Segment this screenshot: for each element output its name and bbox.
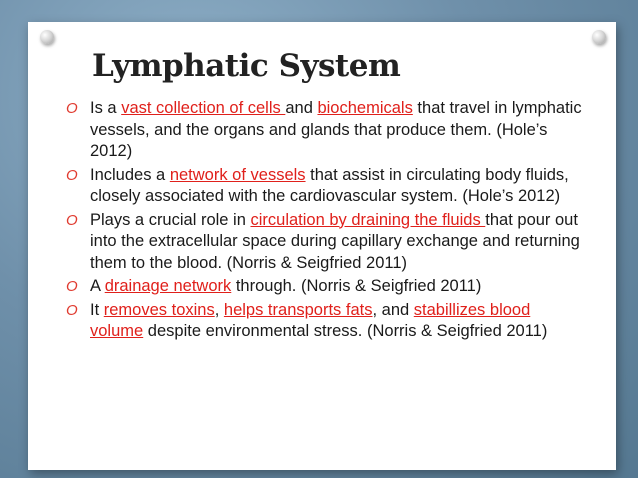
- bullet-list: [66, 98, 586, 345]
- bullet-marker: O: [66, 100, 78, 117]
- bullet-text: despite environmental stress. (Norris & Seigfried 2011): [143, 322, 548, 340]
- bullet-item: [66, 276, 586, 298]
- bullet-text: Is a: [90, 99, 122, 117]
- bullet-text: through. (Norris & Seigfried 2011): [231, 277, 482, 295]
- bullet-text: Plays a crucial role in: [90, 210, 251, 229]
- highlighted-term: network of vessels: [169, 165, 306, 184]
- pushpin-icon: [592, 30, 606, 44]
- bullet-text: that assist in circulating body fluids, closely associated with the cardiovascular system. (Hole’s 2012): [90, 165, 569, 205]
- highlighted-term: stabillizes blood volume: [90, 300, 531, 340]
- bullet-text: that pour out into the extracellular space during capillary exchange and returning them to the blood. (Norris & Seigfried 2011): [90, 210, 580, 272]
- highlighted-term: removes toxins: [103, 300, 215, 319]
- highlighted-term: drainage network: [104, 277, 232, 295]
- bullet-text: Includes a: [90, 165, 170, 184]
- highlighted-term: helps transports fats: [223, 300, 373, 319]
- bullet-item: [66, 210, 586, 275]
- bullet-marker: O: [66, 278, 78, 295]
- bullet-item: [66, 98, 586, 163]
- highlighted-term: vast collection of cells: [121, 99, 286, 117]
- bullet-text: , and: [372, 300, 414, 319]
- bullet-text: ,: [214, 300, 224, 319]
- slide-title: Lymphatic System: [92, 48, 401, 84]
- bullet-marker: O: [66, 211, 78, 229]
- bullet-marker: O: [66, 166, 78, 184]
- highlighted-term: biochemicals: [317, 99, 413, 117]
- bullet-text: that travel in lymphatic vessels, and the organs and glands that produce them. (Hole’s 2012): [90, 99, 582, 160]
- bullet-text: It: [90, 300, 104, 319]
- bullet-text: and: [285, 99, 318, 117]
- pushpin-icon: [40, 30, 54, 44]
- bullet-item: [66, 165, 586, 208]
- bullet-text: A: [90, 277, 105, 295]
- bullet-marker: O: [66, 301, 78, 319]
- bullet-item: [66, 300, 586, 343]
- highlighted-term: circulation by draining the fluids: [250, 210, 486, 229]
